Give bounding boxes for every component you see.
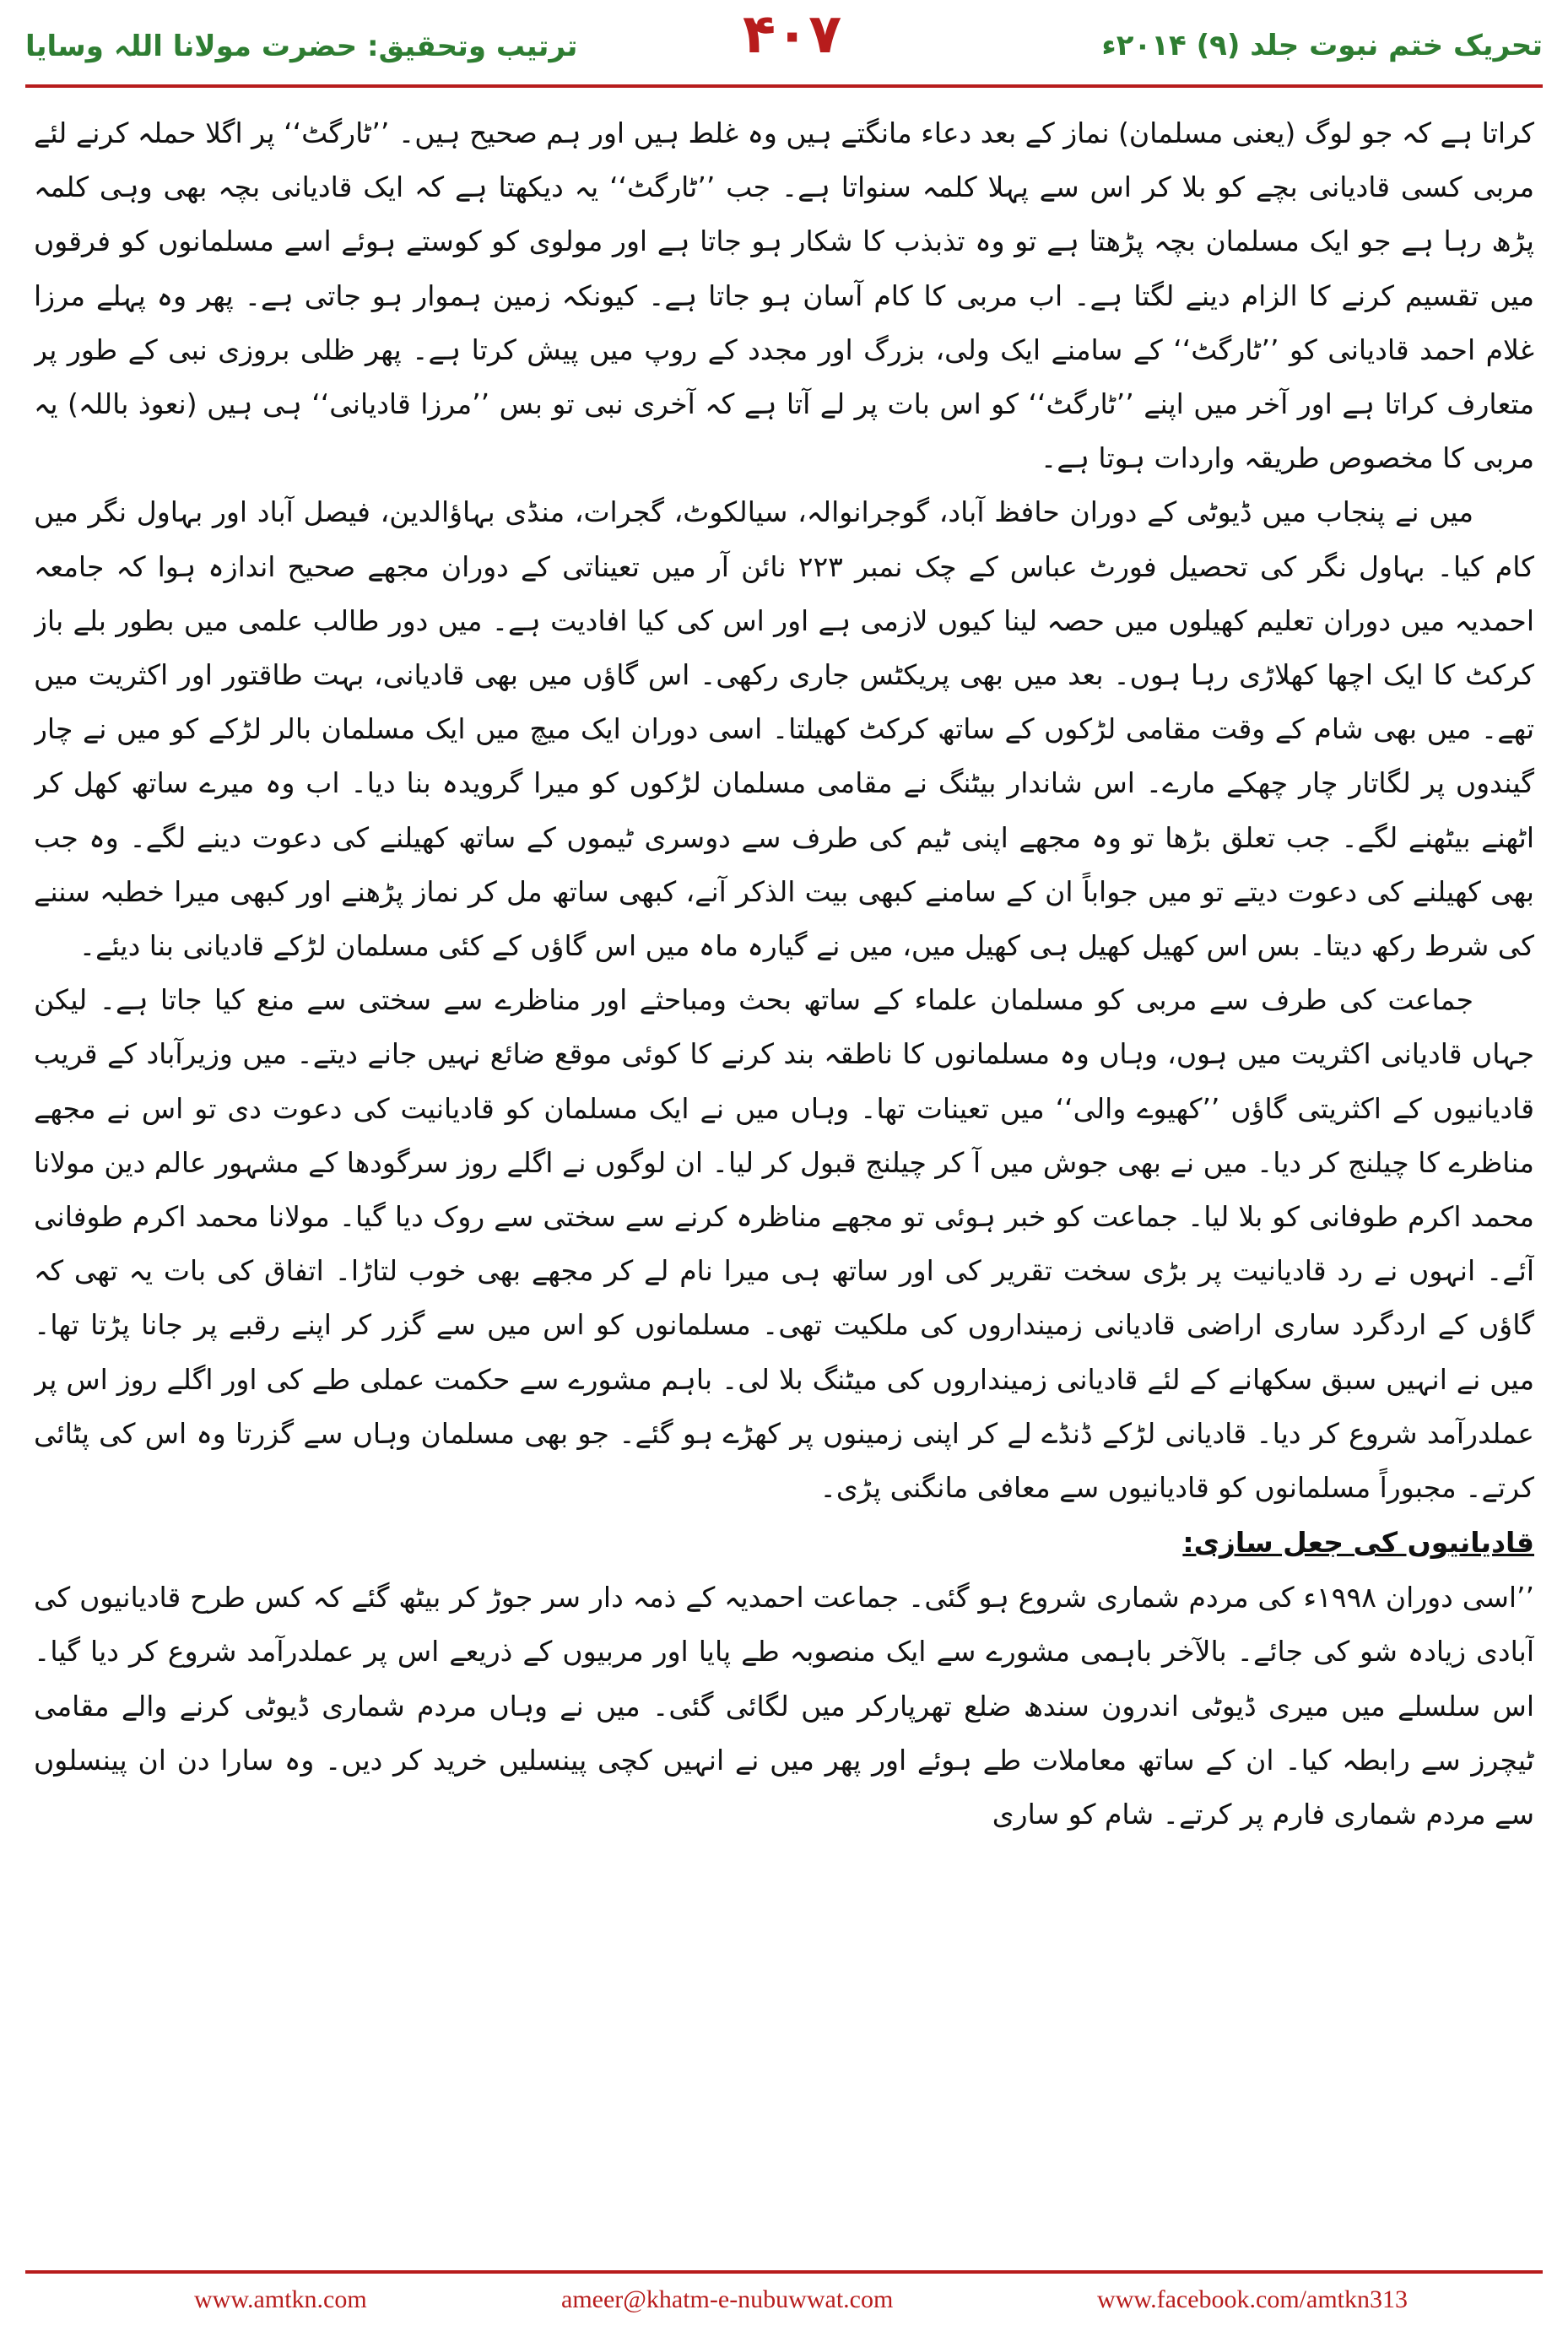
header-divider — [25, 84, 1543, 88]
section-heading: قادیانیوں کی جعل سازی: — [1182, 1526, 1534, 1560]
header-compiler: ترتیب وتحقیق: حضرت مولانا اللہ وسایا — [25, 30, 578, 63]
page-footer — [0, 2285, 1568, 2336]
footer-divider — [25, 2270, 1543, 2274]
paragraph-4: ’’اسی دوران ۱۹۹۸ء کی مردم شماری شروع ہو گئی۔ جماعت احمدیہ کے ذمہ دار سر جوڑ کر بیٹھ گئے کہ کس طرح قادیانیوں کی آبادی زیادہ شو کی جائے۔ بالآخر باہمی مشورے سے ایک منصوبہ طے پایا اور مربیوں کے ذریعے اس پر عملدرآمد شروع کر دیا گیا۔ اس سلسلے میں میری ڈیوٹی اندرون سندھ ضلع تھرپارکر میں لگائی گئی۔ میں نے وہاں مردم شماری ڈیوٹی کرنے والے مقامی ٹیچرز سے رابطہ کیا۔ ان کے ساتھ معاملات طے ہوئے اور پھر میں نے انہیں کچی پینسلیں خرید کر دیں۔ وہ سارا دن ان پینسلوں سے مردم شماری فارم پر کرتے۔ شام کو ساری — [34, 1581, 1534, 1831]
paragraph-3: جماعت کی طرف سے مربی کو مسلمان علماء کے ساتھ بحث ومباحثے اور مناظرے سے سختی سے منع کیا جاتا ہے۔ لیکن جہاں قادیانی اکثریت میں ہوں، وہاں وہ مسلمانوں کا ناطقہ بند کرنے کا کوئی موقع ضائع نہیں جانے دیتے۔ میں وزیرآباد کے قریب قادیانیوں کے اکثریتی گاؤں ’’کھیوے والی‘‘ میں تعینات تھا۔ وہاں میں نے ایک مسلمان کو قادیانیت کی دعوت دی تو اس نے مجھے مناظرے کا چیلنج کر دیا۔ میں نے بھی جوش میں آ کر چیلنج قبول کر لیا۔ ان لوگوں نے اگلے روز سرگودھا کے مشہور عالم دین مولانا محمد اکرم طوفانی کو بلا لیا۔ جماعت کو خبر ہوئی تو مجھے مناظرہ کرنے سے سختی سے روک دیا گیا۔ مولانا محمد اکرم طوفانی آئے۔ انہوں نے رد قادیانیت پر بڑی سخت تقریر کی اور ساتھ ہی میرا نام لے کر مجھے بھی خوب لتاڑا۔ اتفاق کی بات یہ تھی کہ گاؤں کے اردگرد ساری اراضی قادیانی زمینداروں کی ملکیت تھی۔ مسلمانوں کو اس میں سے گزر کر اپنے رقبے پر جانا پڑتا تھا۔ میں نے انہیں سبق سکھانے کے لئے قادیانی زمینداروں کی میٹنگ بلا لی۔ باہم مشورے سے حکمت عملی طے کی اور اگلے روز اس پر عملدرآمد شروع کر دیا۔ قادیانی لڑکے ڈنڈے لے کر اپنی زمینوں پر کھڑے ہو گئے۔ جو بھی مسلمان وہاں سے گزرتا وہ اس کی پٹائی کرتے۔ مجبوراً مسلمانوں کو قادیانیوں سے معافی مانگنی پڑی۔ — [34, 983, 1534, 1505]
page-body — [34, 106, 1534, 2258]
paragraph-2: میں نے پنجاب میں ڈیوٹی کے دوران حافظ آباد، گوجرانوالہ، سیالکوٹ، گجرات، منڈی بہاؤالدین، فیصل آباد اور بہاول نگر میں کام کیا۔ بہاول نگر کی تحصیل فورٹ عباس کے چک نمبر ۲۲۳ نائن آر میں تعیناتی کے دوران مجھے صحیح اندازہ ہوا کہ جامعہ احمدیہ میں دوران تعلیم کھیلوں میں حصہ لینا کیوں لازمی ہے اور اس کی کیا افادیت ہے۔ میں دور طالب علمی میں بطور بلے باز کرکٹ کا ایک اچھا کھلاڑی رہا ہوں۔ بعد میں بھی پریکٹس جاری رکھی۔ اس گاؤں میں بھی قادیانی، بہت طاقتور اور اکثریت میں تھے۔ میں بھی شام کے وقت مقامی لڑکوں کے ساتھ کرکٹ کھیلتا۔ اسی دوران ایک میچ میں ایک مسلمان بالر لڑکے کو میں نے چار گیندوں پر لگاتار چار چھکے مارے۔ اس شاندار بیٹنگ نے مقامی مسلمان لڑکوں کو میرا گرویدہ بنا دیا۔ اب وہ میرے ساتھ کھل کر اٹھنے بیٹھنے لگے۔ جب تعلق بڑھا تو وہ مجھے اپنی ٹیم کی طرف سے دوسری ٹیموں کے ساتھ کھیلنے کی دعوت دینے لگے۔ وہ جب بھی کھیلنے کی دعوت دیتے تو میں جواباً ان کے سامنے کبھی بیت الذکر آنے، کبھی ساتھ مل کر نماز پڑھنے اور کبھی میرا خطبہ سننے کی شرط رکھ دیتا۔ بس اس کھیل کھیل ہی کھیل میں، میں نے گیارہ ماہ میں اس گاؤں کے کئی مسلمان لڑکے قادیانی بنا دیئے۔ — [34, 495, 1534, 963]
footer-email-link[interactable]: ameer@khatm-e-nubuwwat.com — [561, 2285, 894, 2313]
footer-facebook-link[interactable]: www.facebook.com/amtkn313 — [1097, 2285, 1408, 2313]
header-book-title: تحریک ختم نبوت جلد (۹) ۲۰۱۴ء — [1101, 29, 1543, 62]
paragraph-1: کراتا ہے کہ جو لوگ (یعنی مسلمان) نماز کے بعد دعاء مانگتے ہیں وہ غلط ہیں اور ہم صحیح ہیں۔ ’’ٹارگٹ‘‘ پر اگلا حملہ کرنے لئے مربی کسی قادیانی بچے کو بلا کر اس سے پہلا کلمہ سنواتا ہے۔ جب ’’ٹارگٹ‘‘ یہ دیکھتا ہے کہ ایک قادیانی بچہ بھی وہی کلمہ پڑھ رہا ہے جو ایک مسلمان بچہ پڑھتا ہے تو وہ تذبذب کا شکار ہو جاتا ہے اور مولوی کو کوستے ہوئے اسے مسلمانوں کو فرقوں میں تقسیم کرنے کا الزام دینے لگتا ہے۔ اب مربی کا کام آسان ہو جاتا ہے۔ کیونکہ زمین ہموار ہو جاتی ہے۔ پھر وہ پہلے مرزا غلام احمد قادیانی کو ’’ٹارگٹ‘‘ کے سامنے ایک ولی، بزرگ اور مجدد کے روپ میں پیش کرتا ہے۔ پھر ظلی بروزی نبی کے طور پر متعارف کراتا ہے اور آخر میں اپنے ’’ٹارگٹ‘‘ کو اس بات پر لے آتا ہے کہ آخری نبی تو بس ’’مرزا قادیانی‘‘ ہی ہیں (نعوذ باللہ) یہ مربی کا مخصوص طریقہ واردات ہوتا ہے۔ — [34, 116, 1534, 475]
footer-website-link[interactable]: www.amtkn.com — [194, 2285, 367, 2313]
page-header — [0, 0, 1568, 84]
page-number: ۴۰۷ — [743, 3, 842, 66]
